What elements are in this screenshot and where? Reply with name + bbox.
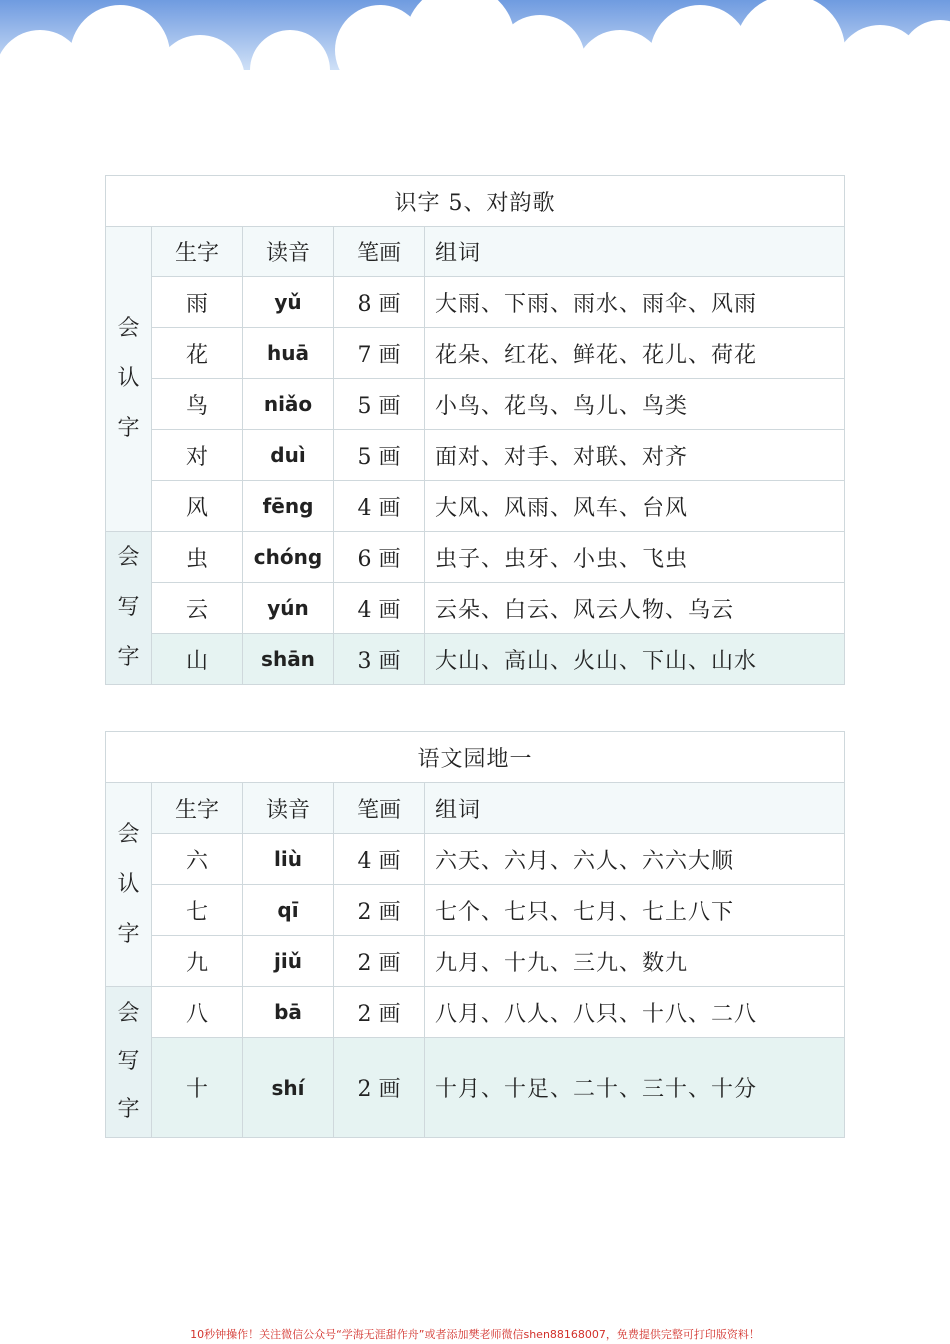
row-pinyin: bā xyxy=(243,987,334,1038)
table-row xyxy=(106,277,845,328)
row-char: 花 xyxy=(152,328,243,379)
row-strokes: 5 画 xyxy=(334,379,425,430)
header-strokes: 笔画 xyxy=(334,783,425,834)
row-strokes: 6 画 xyxy=(334,532,425,583)
table-row xyxy=(106,1038,845,1138)
table-title: 识字 5、对韵歌 xyxy=(106,176,845,227)
row-char: 九 xyxy=(152,936,243,987)
row-char: 七 xyxy=(152,885,243,936)
row-words: 九月、十九、三九、数九 xyxy=(425,936,845,987)
row-char: 风 xyxy=(152,481,243,532)
row-pinyin: shān xyxy=(243,634,334,685)
header-pinyin: 读音 xyxy=(243,227,334,277)
header-words: 组词 xyxy=(425,227,845,277)
row-pinyin: huā xyxy=(243,328,334,379)
row-words: 虫子、虫牙、小虫、飞虫 xyxy=(425,532,845,583)
header-words: 组词 xyxy=(425,783,845,834)
row-char: 虫 xyxy=(152,532,243,583)
group-label-write: 会 写 字 xyxy=(106,532,152,685)
table-title: 语文园地一 xyxy=(106,732,845,783)
row-strokes: 2 画 xyxy=(334,1038,425,1138)
row-char: 云 xyxy=(152,583,243,634)
table-row xyxy=(106,532,845,583)
row-words: 七个、七只、七月、七上八下 xyxy=(425,885,845,936)
row-words: 八月、八人、八只、十八、二八 xyxy=(425,987,845,1038)
table-row xyxy=(106,936,845,987)
row-strokes: 2 画 xyxy=(334,936,425,987)
group-label-recognize: 会 认 字 xyxy=(106,783,152,987)
row-words: 小鸟、花鸟、鸟儿、鸟类 xyxy=(425,379,845,430)
row-strokes: 7 画 xyxy=(334,328,425,379)
row-char: 雨 xyxy=(152,277,243,328)
sky-cloud-banner xyxy=(0,0,950,110)
table-row xyxy=(106,987,845,1038)
row-words: 大风、风雨、风车、台风 xyxy=(425,481,845,532)
row-pinyin: jiǔ xyxy=(243,936,334,987)
row-strokes: 5 画 xyxy=(334,430,425,481)
table-row xyxy=(106,430,845,481)
row-words: 花朵、红花、鲜花、花儿、荷花 xyxy=(425,328,845,379)
row-strokes: 3 画 xyxy=(334,634,425,685)
row-strokes: 4 画 xyxy=(334,834,425,885)
row-pinyin: liù xyxy=(243,834,334,885)
row-words: 云朵、白云、风云人物、乌云 xyxy=(425,583,845,634)
group-label-recognize: 会 认 字 xyxy=(106,227,152,532)
row-words: 大山、高山、火山、下山、山水 xyxy=(425,634,845,685)
row-pinyin: qī xyxy=(243,885,334,936)
row-char: 八 xyxy=(152,987,243,1038)
row-char: 对 xyxy=(152,430,243,481)
header-char: 生字 xyxy=(152,783,243,834)
row-char: 六 xyxy=(152,834,243,885)
row-strokes: 2 画 xyxy=(334,885,425,936)
row-char: 鸟 xyxy=(152,379,243,430)
row-pinyin: shí xyxy=(243,1038,334,1138)
row-pinyin: chóng xyxy=(243,532,334,583)
group-label-write: 会 写 字 xyxy=(106,987,152,1138)
row-words: 面对、对手、对联、对齐 xyxy=(425,430,845,481)
table-row xyxy=(106,379,845,430)
header-char: 生字 xyxy=(152,227,243,277)
table-yu-wen-yuan-di xyxy=(105,731,845,1138)
table-row xyxy=(106,834,845,885)
table-row xyxy=(106,634,845,685)
row-pinyin: duì xyxy=(243,430,334,481)
row-words: 六天、六月、六人、六六大顺 xyxy=(425,834,845,885)
header-pinyin: 读音 xyxy=(243,783,334,834)
table-dui-yun-ge xyxy=(105,175,845,685)
row-pinyin: fēng xyxy=(243,481,334,532)
row-strokes: 2 画 xyxy=(334,987,425,1038)
row-strokes: 8 画 xyxy=(334,277,425,328)
row-strokes: 4 画 xyxy=(334,481,425,532)
table-row xyxy=(106,481,845,532)
header-strokes: 笔画 xyxy=(334,227,425,277)
row-pinyin: yún xyxy=(243,583,334,634)
footer-notice: 10秒钟操作！关注微信公众号“学海无涯甜作舟”或者添加樊老师微信shen88168007，免费提供完整可打印版资料！ xyxy=(190,1328,760,1341)
row-pinyin: niǎo xyxy=(243,379,334,430)
table-row xyxy=(106,328,845,379)
row-char: 山 xyxy=(152,634,243,685)
row-strokes: 4 画 xyxy=(334,583,425,634)
table-row xyxy=(106,885,845,936)
row-words: 大雨、下雨、雨水、雨伞、风雨 xyxy=(425,277,845,328)
table-row xyxy=(106,583,845,634)
row-pinyin: yǔ xyxy=(243,277,334,328)
row-char: 十 xyxy=(152,1038,243,1138)
row-words: 十月、十足、二十、三十、十分 xyxy=(425,1038,845,1138)
